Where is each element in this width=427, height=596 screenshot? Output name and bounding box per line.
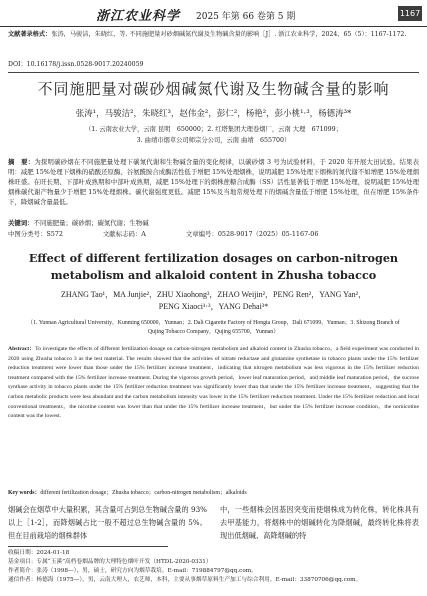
chinese-keywords-text: 不同施肥量；碳砂烟；碳氮代谢；生物碱: [33, 219, 149, 227]
citation-label: 文献著录格式：: [8, 31, 52, 38]
page-number-badge: 1167: [398, 6, 422, 21]
doi-label: DOI：: [8, 61, 27, 68]
english-authors-line-2: PENG Xiaoci¹·³，YANG Dehai³*: [158, 302, 269, 311]
footnote-divider: [8, 546, 168, 547]
chinese-abstract-text: 为探明碳砂烟在不同施肥量处理下碳氮代谢和生物碱含量的变化规律，以碳砂烟 3 号为试验材料，于 2020 年开展大田试验。结果表明：减肥 15%处理下烟株的硝酸还原酶、谷氨酰胺合成酶活性低于增肥 15%处理烟株，说明减肥 15%处理下烟株的氮代谢不如增肥 15%处理烟株旺盛。在旺长期、下部叶成熟期和中部叶成熟期，减肥 15%处理下的烟株蔗糖合成酶（SS）活性显著低于增肥 15%处理，说明减肥 15%处理烟株碳代谢产物量少于增肥 15%处理烟株。碳代谢强度更低。减肥 15%及当地常规处理下的烟碱含量低于增肥 15%处理，但在增肥 15%条件下，降烟碱含量最低。: [8, 158, 420, 206]
top-divider: [8, 72, 419, 73]
citation-text: 张涛，马骏洁，朱晓红，等. 不同施肥量对砂烟碱氮代谢及生物碱含量的影响［J］. 浙江农业科学，2024，65（5）：1167-1172.: [51, 31, 407, 38]
chinese-abstract-label: 摘 要：: [8, 158, 35, 166]
chinese-authors: 张涛¹，马骏洁²，朱晓红³，赵伟金²，彭仁²，杨艳²，彭小桃¹·³，杨德涛³*: [75, 109, 352, 119]
issue-info: 2025 年第 66 卷第 5 期: [196, 12, 296, 22]
article-id: 文章编号：0528-9017（2025）05-1167-06: [185, 230, 319, 238]
english-authors-line-1: ZHANG Tao¹，MA Junjie²，ZHU Xiaohong³，ZHAO Weijin²，PENG Ren²，YANG Yan²，: [60, 290, 367, 299]
english-keywords-text: different fertilization dosage；Zhusha tobacco；carbon-nitrogen metabolism；alkaloids: [40, 490, 247, 496]
footnote-corresponding-author: 通信作者：杨德海（1975—），男，云南大理人，农艺师，本科，主要从事烟草原料生产加工与综合利用。E-mail：33870706@qq.com。: [8, 577, 362, 583]
chinese-keywords: [8, 218, 149, 227]
chinese-abstract: [8, 157, 419, 207]
footnote-author-bio: 作者简介：张涛（1998—），男，硕士，研究方向为烟草栽培。E-mail：719884797@qq.com。: [8, 568, 257, 574]
footnotes: [8, 549, 419, 585]
english-affiliation: （1. Yunnan Agricultural University，Kunming 650000，Yunnan；2. Dali Cigarette Factory of Hongta Group，Dali 671099，Yunnan；3. Shizong Branch of Qujing Tobacco Company，Qujing 655700，Yunnan）: [27, 320, 400, 335]
journal-name: 浙江农业科学: [96, 9, 181, 24]
citation-format: [8, 30, 419, 40]
english-abstract: [8, 345, 419, 422]
doi-line: [8, 60, 144, 69]
english-title: Effect of different fertilization dosages on carbon-nitrogen metabolism and alkaloid content in Zhusha tobacco: [28, 251, 399, 282]
footnote-funding: 基金项目：专属“玉溪”高档卷烟品牌的大理特色烟叶开发（HTDL-2020-0331）: [8, 559, 212, 565]
journal-header: [0, 0, 427, 27]
english-keywords: [8, 487, 419, 496]
body-column-right: 中，一些烟株会因基因突变而使烟株成为转化株，转化株具有去甲基能力，将烟株中的烟碱转化为降烟碱，最终转化株将表现出低烟碱、高降烟碱的特: [220, 505, 419, 540]
english-abstract-label: Abstract：: [8, 346, 36, 352]
footnote-received-date: 收稿日期：2024-01-18: [8, 550, 70, 556]
english-keywords-label: Key words：: [8, 490, 41, 496]
body-column-left: 烟碱会在烟草中大量积累，其含量可占到总生物碱含量的 93%以上［1-2］，而降烟碱占比一般不超过总生物碱含量的 5%。但在目前栽培的烟株群体: [8, 505, 207, 540]
chinese-title: 不同施肥量对碳砂烟碱氮代谢及生物碱含量的影响: [37, 80, 390, 98]
doi-value: 10.16178/j.issn.0528-9017.20240059: [26, 61, 144, 68]
chinese-keywords-label: 关键词：: [8, 219, 34, 227]
english-authors: [10, 289, 417, 313]
chinese-affiliation-line-1: （1. 云南农业大学，云南 昆明 650000；2. 红塔集团大理卷烟厂，云南 大理 671099；: [84, 126, 342, 133]
clc-number: 中图分类号：S572: [8, 230, 63, 238]
english-abstract-text: To investigate the effects of different fertilization dosage on carbon-nitrogen metabolism and alkaloid content in Zhusha tobacco，a field experiment was conducted in 2020 using Zhusha tobacco 3 as the test material. The results showed that the activities of nitrate reductase and glutamine synthetase in tobacco plants under the 15% fertilizer reduction treatment were lower than those under the 15% fertilizer increase treatment，indicating that nitrogen metabolism was less vigorous in the 15% fertilizer reduction treatment compared with the 15% fertilizer increase treatment. During the vigorous growth period，lower leaf maturation period，and middle leaf maturation period，the sucrose synthase activity in tobacco plants under the 15% fertilizer reduction treatment was significantly lower than that under the 15% fertilizer increase treatment，suggesting that the carbon metabolic products were less abundant and the carbon metabolism intensity was lower in the 15% fertilizer reduction treatment. Under the 15% fertilizer reduction and local conventional treatments，the nicotine content was lower than that under the 15% fertilizer increase treatment，but under the 15% fertilizer increase condition，the nornicotine content was the lowest.: [8, 346, 420, 420]
chinese-affiliation-line-2: 3. 曲靖市烟草公司师宗分公司，云南 曲靖 655700）: [136, 137, 291, 144]
classification-line: [8, 229, 358, 238]
document-code: 文献标志码：A: [102, 230, 146, 238]
